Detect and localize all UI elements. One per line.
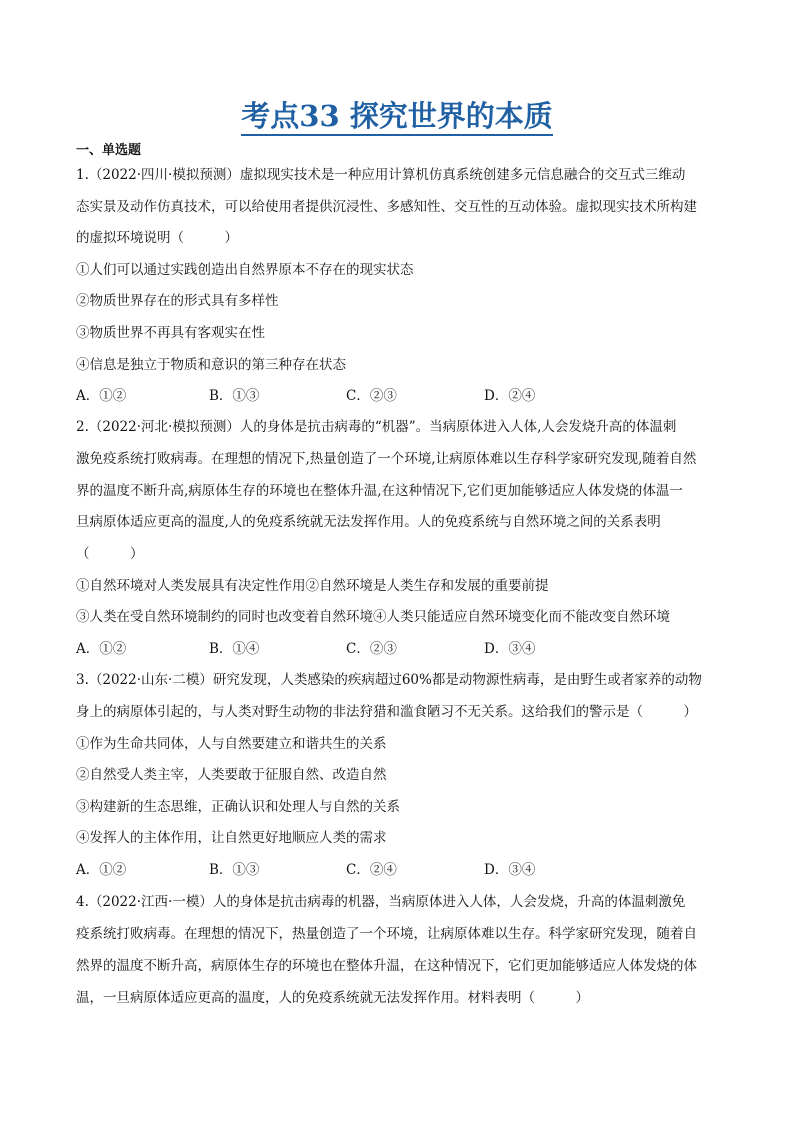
option-d[interactable]: D．②④ — [484, 388, 536, 404]
option-a[interactable]: A．①② — [76, 862, 127, 878]
question-stem-line: 3.（2022·山东·二模）研究发现，人类感染的疾病超过60%都是动物源性病毒，是由野生或者家养的动物 — [76, 672, 702, 688]
page-title — [0, 96, 794, 136]
statement-item: ④信息是独立于物质和意识的第三种存在状态 — [76, 357, 346, 373]
question-stem-line: 温，一旦病原体适应更高的温度，人的免疫系统就无法发挥作用。材料表明（ ） — [76, 990, 589, 1006]
question-stem-line: 旦病原体适应更高的温度,人的免疫系统就无法发挥作用。人的免疫系统与自然环境之间的关系表明 — [76, 514, 661, 530]
statement-item: ④发挥人的主体作用，让自然更好地顺应人类的需求 — [76, 830, 387, 846]
option-a[interactable]: A．①② — [76, 388, 127, 404]
question-stem-line: 1.（2022·四川·模拟预测）虚拟现实技术是一种应用计算机仿真系统创建多元信息融合的交互式三维动 — [76, 167, 686, 183]
option-a[interactable]: A．①② — [76, 641, 127, 657]
statement-item: ①人们可以通过实践创造出自然界原本不存在的现实状态 — [76, 262, 414, 278]
statement-item: ③人类在受自然环境制约的同时也改变着自然环境④人类只能适应自然环境变化而不能改变自然环境 — [76, 609, 670, 625]
question-stem-line: 的虚拟环境说明（ ） — [76, 230, 238, 246]
option-b[interactable]: B．①③ — [209, 388, 260, 404]
option-d[interactable]: D．③④ — [484, 641, 536, 657]
question-stem-line: 态实景及动作仿真技术，可以给使用者提供沉浸性、多感知性、交互性的互动体验。虚拟现实技术所构建 — [76, 199, 697, 215]
option-c[interactable]: C．②③ — [346, 388, 397, 404]
question-stem-line: 身上的病原体引起的，与人类对野生动物的非法狩猎和滥食陋习不无关系。这给我们的警示是（ ） — [76, 704, 697, 720]
option-b[interactable]: B．①③ — [209, 862, 260, 878]
statement-item: ③物质世界不再具有客观实在性 — [76, 325, 265, 341]
option-b[interactable]: B．①④ — [209, 641, 260, 657]
question-stem-line: 界的温度不断升高,病原体生存的环境也在整体升温,在这种情况下,它们更加能够适应人体发烧的体温一 — [76, 483, 683, 499]
question-stem-line: 2.（2022·河北·模拟预测）人的身体是抗击病毒的“机器”。当病原体进入人体,人会发烧升高的体温刺 — [76, 419, 677, 435]
page-title-text: 考点33 探究世界的本质 — [241, 99, 552, 136]
question-stem-line: 激免疫系统打败病毒。在理想的情况下,热量创造了一个环境,让病原体难以生存科学家研究发现,随着自然 — [76, 451, 697, 467]
question-stem-line: 疫系统打败病毒。在理想的情况下，热量创造了一个环境，让病原体难以生存。科学家研究发现，随着自 — [76, 926, 697, 942]
statement-item: ①自然环境对人类发展具有决定性作用②自然环境是人类生存和发展的重要前提 — [76, 578, 549, 594]
question-stem-line: （ ） — [76, 546, 144, 562]
statement-item: ③构建新的生态思维，正确认识和处理人与自然的关系 — [76, 799, 400, 815]
question-stem-line: 然界的温度不断升高，病原体生存的环境也在整体升温，在这种情况下，它们更加能够适应人体发烧的体 — [76, 958, 697, 974]
option-c[interactable]: C．②③ — [346, 641, 397, 657]
option-c[interactable]: C．②④ — [346, 862, 397, 878]
option-d[interactable]: D．③④ — [484, 862, 536, 878]
question-stem-line: 4.（2022·江西·一模）人的身体是抗击病毒的机器，当病原体进入人体，人会发烧，升高的体温刺激免 — [76, 894, 686, 910]
section-heading: 一、单选题 — [76, 143, 142, 158]
statement-item: ②物质世界存在的形式具有多样性 — [76, 293, 279, 309]
statement-item: ①作为生命共同体，人与自然要建立和谐共生的关系 — [76, 736, 387, 752]
statement-item: ②自然受人类主宰，人类要敢于征服自然、改造自然 — [76, 767, 387, 783]
